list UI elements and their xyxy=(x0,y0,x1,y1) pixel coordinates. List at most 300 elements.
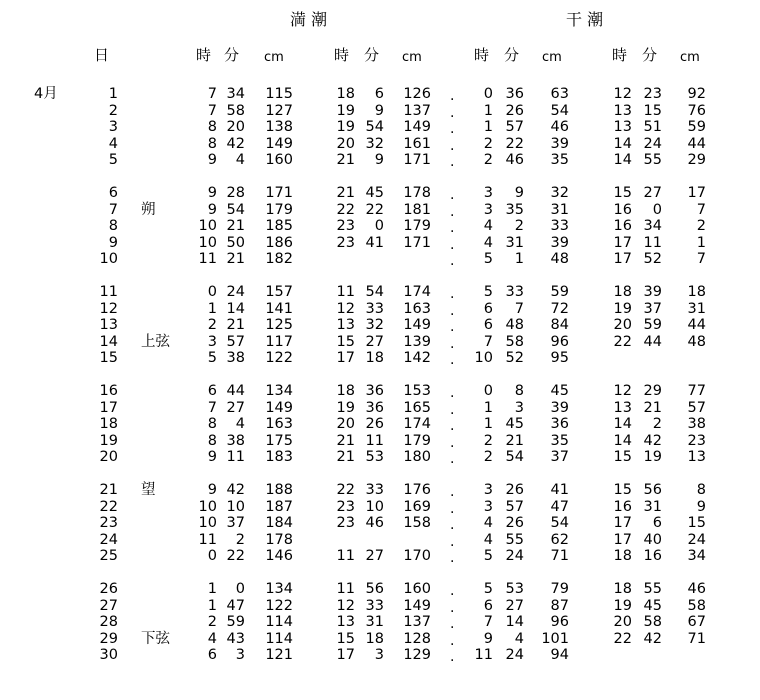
height-cm-value: 126 xyxy=(403,86,431,102)
day-number: 24 xyxy=(99,532,118,548)
minute-value: 9 xyxy=(374,152,384,168)
height-cm-value: 36 xyxy=(550,416,569,432)
cm-header: cm xyxy=(542,50,562,65)
column-separator-dot: . xyxy=(450,418,455,434)
minute-value: 34 xyxy=(226,86,245,102)
column-separator-dot: . xyxy=(450,88,455,104)
day-header: 日 xyxy=(94,46,110,64)
hour-value: 10 xyxy=(198,499,217,515)
hour-value: 12 xyxy=(613,383,632,399)
height-cm-value: 44 xyxy=(687,317,706,333)
column-separator-dot: . xyxy=(450,187,455,203)
height-cm-value: 174 xyxy=(403,416,431,432)
height-cm-value: 187 xyxy=(265,499,293,515)
minute-value: 33 xyxy=(505,284,524,300)
height-cm-value: 188 xyxy=(265,482,293,498)
height-cm-value: 8 xyxy=(696,482,706,498)
minute-value: 3 xyxy=(235,647,245,663)
minute-value: 26 xyxy=(505,103,524,119)
height-cm-value: 7 xyxy=(696,202,706,218)
hour-value: 16 xyxy=(613,202,632,218)
height-cm-value: 2 xyxy=(696,218,706,234)
day-number: 6 xyxy=(108,185,118,201)
hour-value: 0 xyxy=(207,548,217,564)
minute-header: 分 xyxy=(224,46,240,64)
day-number: 16 xyxy=(99,383,118,399)
minute-value: 20 xyxy=(226,119,245,135)
hour-header: 時 xyxy=(612,46,628,64)
height-cm-value: 117 xyxy=(265,334,293,350)
minute-value: 10 xyxy=(226,499,245,515)
minute-value: 27 xyxy=(365,334,384,350)
minute-value: 4 xyxy=(235,416,245,432)
minute-value: 0 xyxy=(374,218,384,234)
minute-value: 22 xyxy=(505,136,524,152)
height-cm-value: 71 xyxy=(687,631,706,647)
height-cm-value: 45 xyxy=(550,383,569,399)
hour-value: 5 xyxy=(207,350,217,366)
column-separator-dot: . xyxy=(450,105,455,121)
hour-value: 10 xyxy=(198,218,217,234)
height-cm-value: 171 xyxy=(403,235,431,251)
minute-value: 22 xyxy=(226,548,245,564)
minute-value: 33 xyxy=(365,598,384,614)
hour-value: 1 xyxy=(483,119,493,135)
height-cm-value: 38 xyxy=(687,416,706,432)
minute-value: 58 xyxy=(505,334,524,350)
minute-value: 24 xyxy=(226,284,245,300)
height-cm-value: 169 xyxy=(403,499,431,515)
minute-value: 11 xyxy=(643,235,662,251)
height-cm-value: 54 xyxy=(550,515,569,531)
hour-value: 8 xyxy=(207,119,217,135)
height-cm-value: 161 xyxy=(403,136,431,152)
height-cm-value: 141 xyxy=(265,301,293,317)
height-cm-value: 47 xyxy=(550,499,569,515)
height-cm-value: 142 xyxy=(403,350,431,366)
minute-value: 53 xyxy=(505,581,524,597)
height-cm-value: 58 xyxy=(687,598,706,614)
column-separator-dot: . xyxy=(450,600,455,616)
height-cm-value: 62 xyxy=(550,532,569,548)
hour-value: 4 xyxy=(483,218,493,234)
height-cm-value: 149 xyxy=(403,119,431,135)
hour-value: 4 xyxy=(483,532,493,548)
minute-value: 39 xyxy=(643,284,662,300)
day-number: 1 xyxy=(108,86,118,102)
hour-value: 7 xyxy=(207,103,217,119)
minute-value: 22 xyxy=(365,202,384,218)
day-number: 18 xyxy=(99,416,118,432)
hour-value: 18 xyxy=(613,548,632,564)
hour-header: 時 xyxy=(334,46,350,64)
height-cm-value: 165 xyxy=(403,400,431,416)
minute-value: 4 xyxy=(235,152,245,168)
day-number: 9 xyxy=(108,235,118,251)
minute-value: 54 xyxy=(365,119,384,135)
day-number: 10 xyxy=(99,251,118,267)
hour-value: 12 xyxy=(336,598,355,614)
hour-value: 6 xyxy=(483,317,493,333)
minute-value: 53 xyxy=(365,449,384,465)
minute-value: 58 xyxy=(226,103,245,119)
column-separator-dot: . xyxy=(450,435,455,451)
height-cm-value: 39 xyxy=(550,400,569,416)
hour-value: 13 xyxy=(613,400,632,416)
column-separator-dot: . xyxy=(450,253,455,269)
minute-value: 16 xyxy=(643,548,662,564)
hour-value: 7 xyxy=(483,334,493,350)
minute-value: 57 xyxy=(226,334,245,350)
height-cm-value: 149 xyxy=(265,400,293,416)
height-cm-value: 18 xyxy=(687,284,706,300)
minute-value: 4 xyxy=(514,631,524,647)
height-cm-value: 125 xyxy=(265,317,293,333)
height-cm-value: 96 xyxy=(550,614,569,630)
minute-value: 45 xyxy=(365,185,384,201)
minute-value: 51 xyxy=(643,119,662,135)
day-number: 13 xyxy=(99,317,118,333)
hour-value: 15 xyxy=(613,185,632,201)
hour-value: 19 xyxy=(336,103,355,119)
height-cm-value: 115 xyxy=(265,86,293,102)
column-separator-dot: . xyxy=(450,237,455,253)
hour-value: 19 xyxy=(336,119,355,135)
minute-value: 11 xyxy=(365,433,384,449)
minute-value: 14 xyxy=(505,614,524,630)
height-cm-value: 44 xyxy=(687,136,706,152)
day-number: 12 xyxy=(99,301,118,317)
height-cm-value: 17 xyxy=(687,185,706,201)
hour-value: 4 xyxy=(207,631,217,647)
hour-value: 9 xyxy=(207,185,217,201)
hour-value: 13 xyxy=(613,103,632,119)
hour-value: 10 xyxy=(474,350,493,366)
hour-value: 2 xyxy=(207,614,217,630)
hour-value: 9 xyxy=(207,449,217,465)
minute-value: 19 xyxy=(643,449,662,465)
minute-header: 分 xyxy=(642,46,658,64)
hour-value: 13 xyxy=(336,614,355,630)
hour-value: 1 xyxy=(483,416,493,432)
height-cm-value: 1 xyxy=(696,235,706,251)
hour-value: 17 xyxy=(336,350,355,366)
column-separator-dot: . xyxy=(450,484,455,500)
height-cm-value: 160 xyxy=(265,152,293,168)
moon-phase-label: 下弦 xyxy=(141,631,170,647)
minute-value: 6 xyxy=(652,515,662,531)
column-separator-dot: . xyxy=(450,501,455,517)
minute-value: 34 xyxy=(643,218,662,234)
hour-value: 15 xyxy=(613,482,632,498)
day-number: 19 xyxy=(99,433,118,449)
hour-value: 12 xyxy=(613,86,632,102)
cm-header: cm xyxy=(264,50,284,65)
hour-value: 2 xyxy=(483,152,493,168)
height-cm-value: 183 xyxy=(265,449,293,465)
hour-value: 11 xyxy=(198,532,217,548)
minute-value: 46 xyxy=(365,515,384,531)
height-cm-value: 163 xyxy=(265,416,293,432)
minute-value: 21 xyxy=(643,400,662,416)
moon-phase-label: 朔 xyxy=(141,202,156,218)
moon-phase-label: 望 xyxy=(141,482,156,498)
minute-value: 21 xyxy=(226,218,245,234)
hour-value: 1 xyxy=(483,103,493,119)
minute-value: 54 xyxy=(226,202,245,218)
height-cm-value: 48 xyxy=(687,334,706,350)
low-tide-header: 干 潮 xyxy=(566,10,604,29)
minute-value: 6 xyxy=(374,86,384,102)
minute-value: 11 xyxy=(226,449,245,465)
hour-value: 13 xyxy=(613,119,632,135)
height-cm-value: 176 xyxy=(403,482,431,498)
hour-value: 11 xyxy=(336,581,355,597)
hour-value: 11 xyxy=(474,647,493,663)
height-cm-value: 33 xyxy=(550,218,569,234)
height-cm-value: 153 xyxy=(403,383,431,399)
minute-value: 37 xyxy=(643,301,662,317)
height-cm-value: 92 xyxy=(687,86,706,102)
height-cm-value: 24 xyxy=(687,532,706,548)
hour-value: 7 xyxy=(207,86,217,102)
minute-value: 33 xyxy=(365,301,384,317)
minute-value: 9 xyxy=(374,103,384,119)
height-cm-value: 179 xyxy=(265,202,293,218)
height-cm-value: 35 xyxy=(550,433,569,449)
minute-value: 1 xyxy=(514,251,524,267)
hour-value: 21 xyxy=(336,449,355,465)
day-number: 21 xyxy=(99,482,118,498)
minute-value: 2 xyxy=(514,218,524,234)
minute-value: 59 xyxy=(643,317,662,333)
height-cm-value: 122 xyxy=(265,598,293,614)
hour-value: 23 xyxy=(336,499,355,515)
height-cm-value: 128 xyxy=(403,631,431,647)
minute-value: 14 xyxy=(226,301,245,317)
height-cm-value: 39 xyxy=(550,235,569,251)
hour-value: 1 xyxy=(207,598,217,614)
hour-value: 19 xyxy=(336,400,355,416)
month-label: 4月 xyxy=(34,86,58,102)
height-cm-value: 101 xyxy=(541,631,569,647)
height-cm-value: 32 xyxy=(550,185,569,201)
minute-value: 55 xyxy=(643,581,662,597)
height-cm-value: 127 xyxy=(265,103,293,119)
day-number: 4 xyxy=(108,136,118,152)
day-number: 25 xyxy=(99,548,118,564)
height-cm-value: 180 xyxy=(403,449,431,465)
minute-value: 45 xyxy=(505,416,524,432)
minute-value: 54 xyxy=(365,284,384,300)
day-number: 3 xyxy=(108,119,118,135)
hour-value: 0 xyxy=(483,383,493,399)
height-cm-value: 46 xyxy=(687,581,706,597)
height-cm-value: 41 xyxy=(550,482,569,498)
height-cm-value: 31 xyxy=(550,202,569,218)
day-number: 30 xyxy=(99,647,118,663)
minute-value: 56 xyxy=(643,482,662,498)
minute-value: 3 xyxy=(374,647,384,663)
minute-value: 0 xyxy=(235,581,245,597)
minute-value: 27 xyxy=(505,598,524,614)
height-cm-value: 37 xyxy=(550,449,569,465)
hour-value: 1 xyxy=(207,301,217,317)
column-separator-dot: . xyxy=(450,402,455,418)
day-number: 27 xyxy=(99,598,118,614)
hour-value: 8 xyxy=(207,433,217,449)
minute-value: 2 xyxy=(235,532,245,548)
hour-value: 9 xyxy=(483,631,493,647)
hour-value: 5 xyxy=(483,548,493,564)
minute-value: 31 xyxy=(505,235,524,251)
hour-value: 2 xyxy=(483,433,493,449)
hour-value: 8 xyxy=(207,416,217,432)
column-separator-dot: . xyxy=(450,121,455,137)
day-number: 26 xyxy=(99,581,118,597)
minute-value: 43 xyxy=(226,631,245,647)
height-cm-value: 95 xyxy=(550,350,569,366)
height-cm-value: 146 xyxy=(265,548,293,564)
cm-header: cm xyxy=(402,50,422,65)
height-cm-value: 149 xyxy=(265,136,293,152)
hour-value: 10 xyxy=(198,235,217,251)
height-cm-value: 138 xyxy=(265,119,293,135)
hour-value: 7 xyxy=(483,614,493,630)
minute-value: 32 xyxy=(365,317,384,333)
height-cm-value: 179 xyxy=(403,433,431,449)
height-cm-value: 139 xyxy=(403,334,431,350)
height-cm-value: 158 xyxy=(403,515,431,531)
height-cm-value: 7 xyxy=(696,251,706,267)
minute-value: 57 xyxy=(505,119,524,135)
minute-value: 44 xyxy=(226,383,245,399)
height-cm-value: 134 xyxy=(265,581,293,597)
height-cm-value: 96 xyxy=(550,334,569,350)
minute-value: 52 xyxy=(505,350,524,366)
column-separator-dot: . xyxy=(450,138,455,154)
height-cm-value: 134 xyxy=(265,383,293,399)
minute-value: 8 xyxy=(514,383,524,399)
minute-value: 44 xyxy=(643,334,662,350)
minute-value: 23 xyxy=(643,86,662,102)
hour-value: 18 xyxy=(613,581,632,597)
minute-value: 15 xyxy=(643,103,662,119)
height-cm-value: 23 xyxy=(687,433,706,449)
height-cm-value: 178 xyxy=(403,185,431,201)
minute-value: 36 xyxy=(365,400,384,416)
height-cm-value: 35 xyxy=(550,152,569,168)
minute-value: 37 xyxy=(226,515,245,531)
height-cm-value: 114 xyxy=(265,631,293,647)
day-number: 2 xyxy=(108,103,118,119)
minute-value: 7 xyxy=(514,301,524,317)
hour-value: 6 xyxy=(483,598,493,614)
minute-value: 55 xyxy=(505,532,524,548)
column-separator-dot: . xyxy=(450,633,455,649)
moon-phase-label: 上弦 xyxy=(141,334,170,350)
height-cm-value: 76 xyxy=(687,103,706,119)
minute-value: 32 xyxy=(365,136,384,152)
hour-value: 0 xyxy=(483,86,493,102)
hour-value: 0 xyxy=(207,284,217,300)
hour-value: 18 xyxy=(336,86,355,102)
hour-value: 11 xyxy=(336,284,355,300)
minute-value: 18 xyxy=(365,350,384,366)
minute-value: 42 xyxy=(226,482,245,498)
hour-value: 22 xyxy=(336,202,355,218)
minute-value: 46 xyxy=(505,152,524,168)
minute-value: 2 xyxy=(652,416,662,432)
minute-value: 57 xyxy=(505,499,524,515)
hour-value: 18 xyxy=(336,383,355,399)
height-cm-value: 63 xyxy=(550,86,569,102)
column-separator-dot: . xyxy=(450,286,455,302)
height-cm-value: 181 xyxy=(403,202,431,218)
column-separator-dot: . xyxy=(450,534,455,550)
minute-value: 58 xyxy=(643,614,662,630)
hour-value: 15 xyxy=(613,449,632,465)
height-cm-value: 54 xyxy=(550,103,569,119)
minute-value: 50 xyxy=(226,235,245,251)
hour-value: 7 xyxy=(207,400,217,416)
hour-value: 8 xyxy=(207,136,217,152)
hour-value: 11 xyxy=(198,251,217,267)
hour-value: 23 xyxy=(336,515,355,531)
hour-value: 2 xyxy=(207,317,217,333)
minute-value: 48 xyxy=(505,317,524,333)
hour-value: 16 xyxy=(613,499,632,515)
minute-value: 28 xyxy=(226,185,245,201)
height-cm-value: 79 xyxy=(550,581,569,597)
hour-value: 19 xyxy=(613,598,632,614)
height-cm-value: 84 xyxy=(550,317,569,333)
minute-value: 27 xyxy=(226,400,245,416)
height-cm-value: 87 xyxy=(550,598,569,614)
day-number: 23 xyxy=(99,515,118,531)
height-cm-value: 57 xyxy=(687,400,706,416)
height-cm-value: 122 xyxy=(265,350,293,366)
minute-value: 3 xyxy=(514,400,524,416)
minute-value: 31 xyxy=(643,499,662,515)
hour-value: 17 xyxy=(613,532,632,548)
hour-value: 22 xyxy=(336,482,355,498)
hour-value: 21 xyxy=(336,433,355,449)
minute-value: 55 xyxy=(643,152,662,168)
minute-value: 21 xyxy=(226,251,245,267)
day-number: 14 xyxy=(99,334,118,350)
height-cm-value: 171 xyxy=(403,152,431,168)
minute-value: 45 xyxy=(643,598,662,614)
hour-value: 17 xyxy=(336,647,355,663)
hour-value: 14 xyxy=(613,416,632,432)
minute-value: 9 xyxy=(514,185,524,201)
day-number: 29 xyxy=(99,631,118,647)
column-separator-dot: . xyxy=(450,550,455,566)
hour-value: 11 xyxy=(336,548,355,564)
column-separator-dot: . xyxy=(450,352,455,368)
minute-value: 24 xyxy=(505,647,524,663)
column-separator-dot: . xyxy=(450,583,455,599)
hour-value: 20 xyxy=(613,614,632,630)
hour-value: 15 xyxy=(336,631,355,647)
hour-value: 3 xyxy=(483,499,493,515)
hour-value: 18 xyxy=(613,284,632,300)
hour-value: 5 xyxy=(483,284,493,300)
minute-value: 26 xyxy=(505,515,524,531)
height-cm-value: 46 xyxy=(550,119,569,135)
minute-value: 29 xyxy=(643,383,662,399)
